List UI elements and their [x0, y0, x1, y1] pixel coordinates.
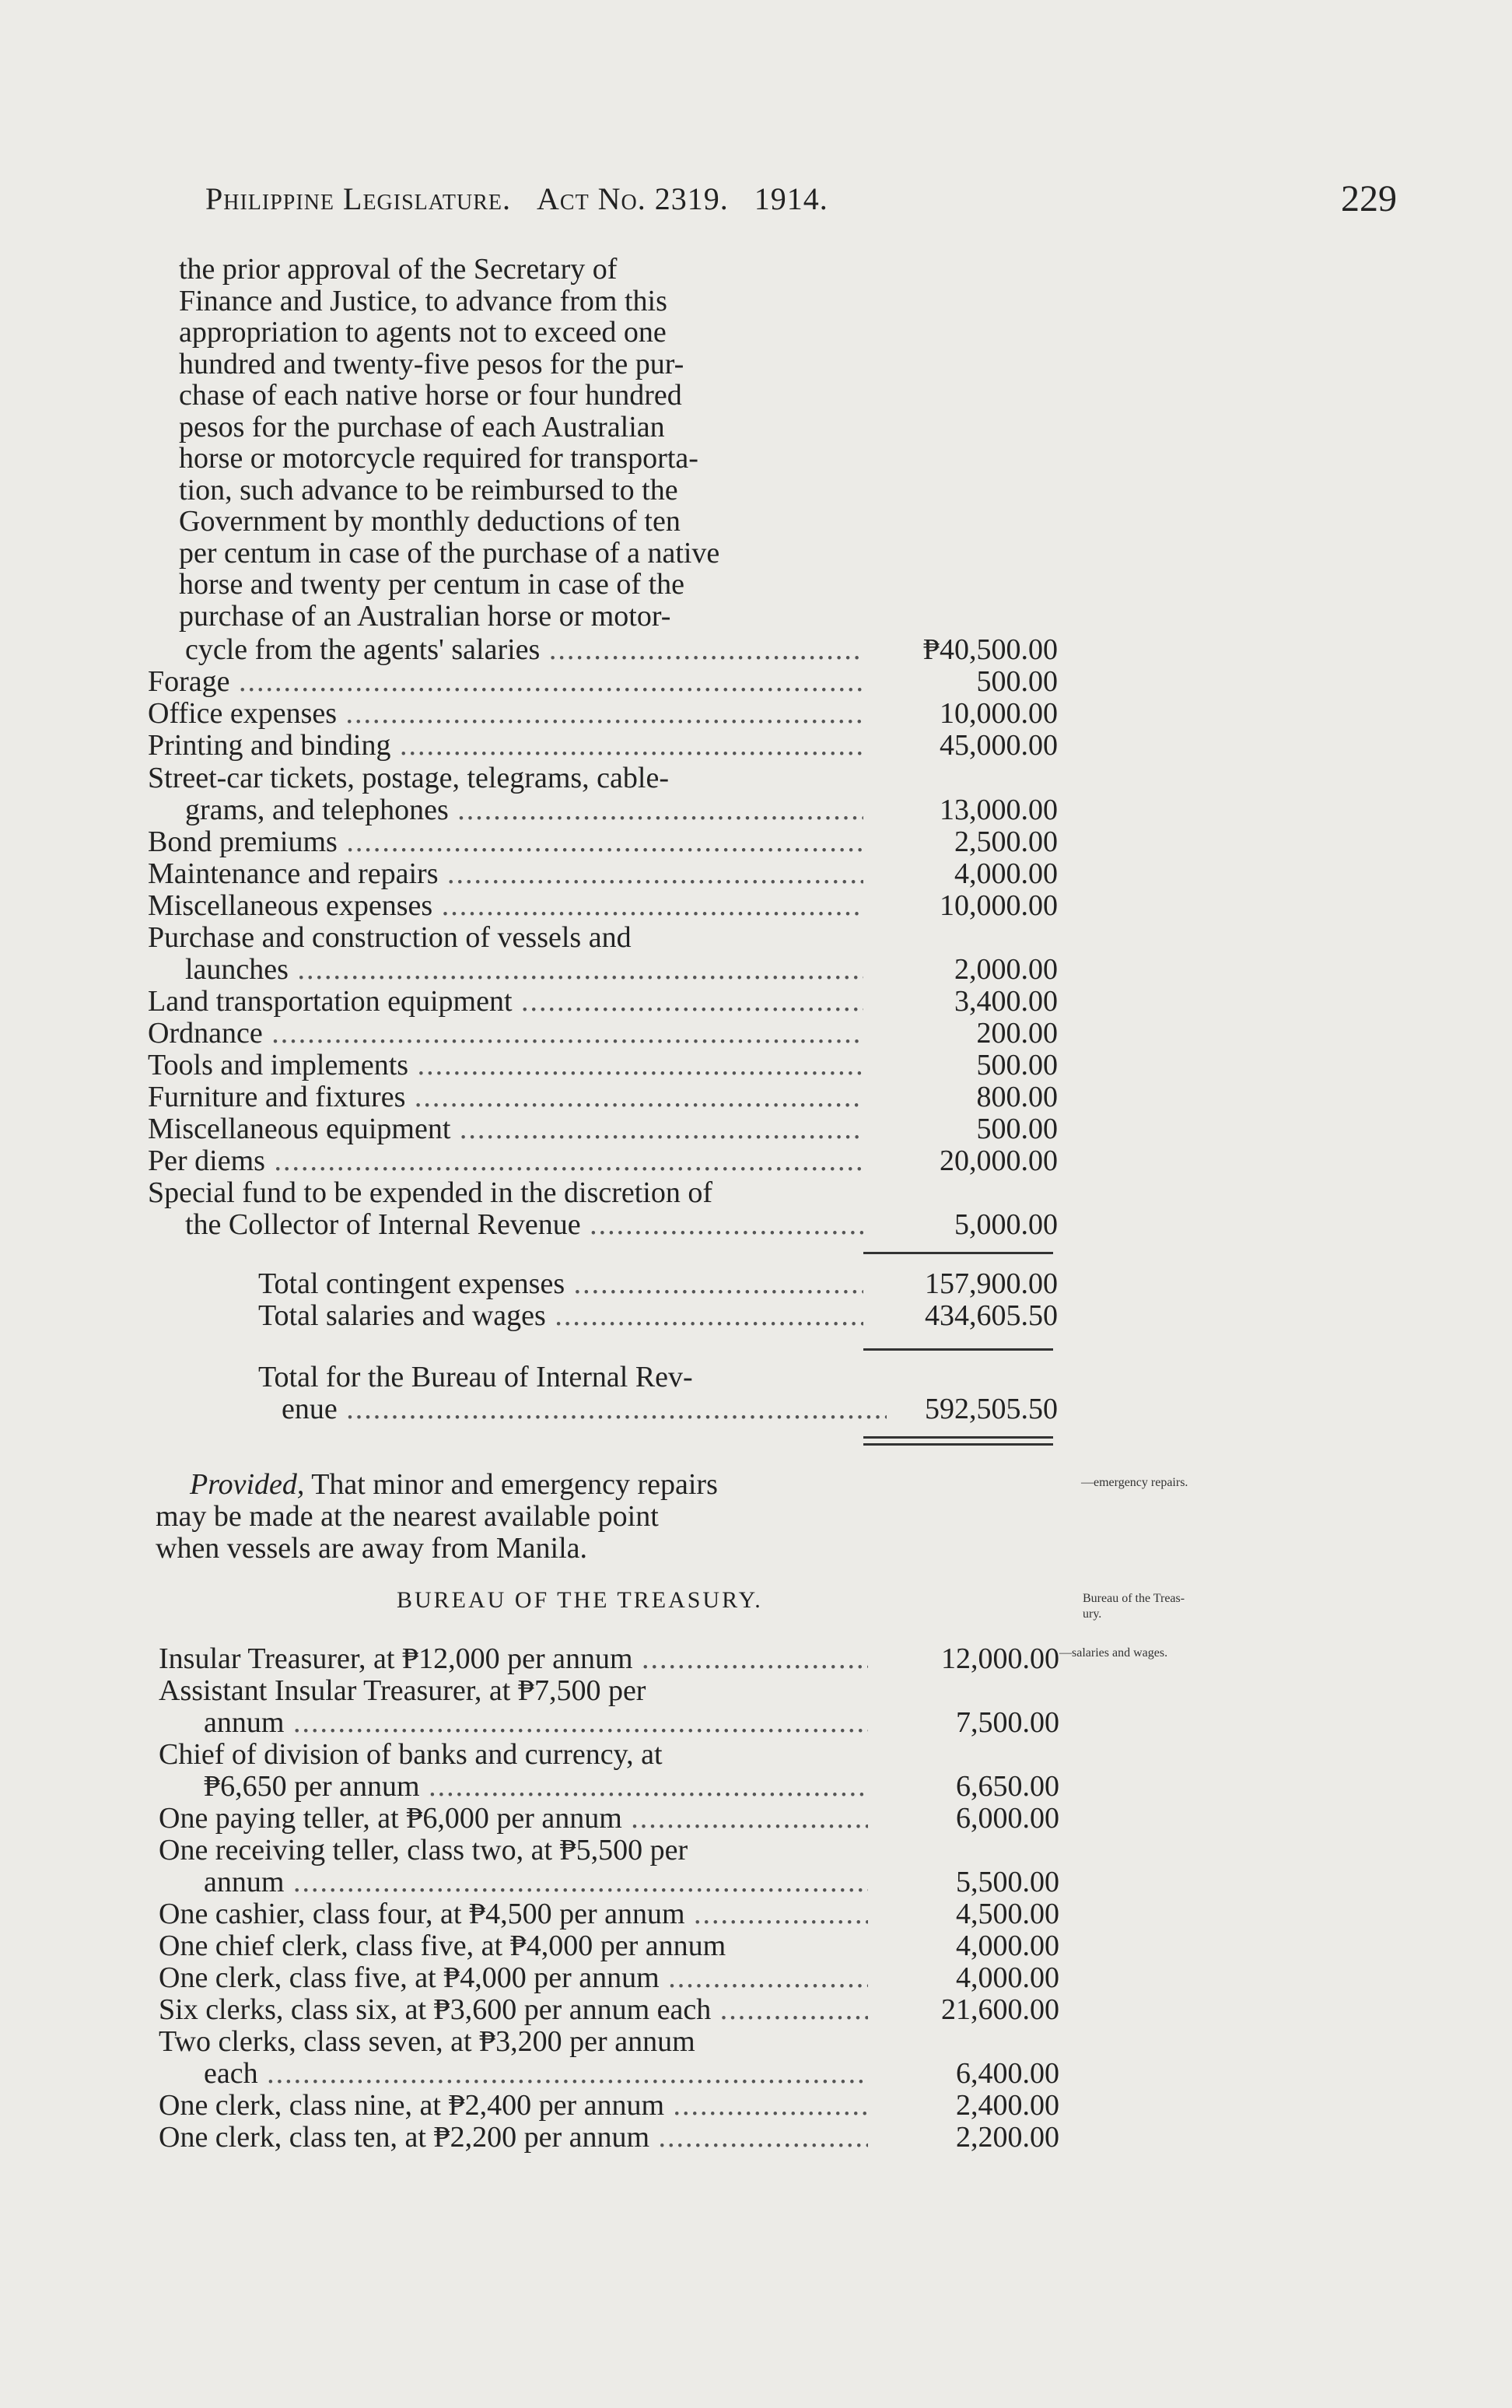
line-item — [148, 858, 1058, 890]
line-item — [148, 986, 1058, 1018]
sum-rule — [863, 1348, 1053, 1351]
item-amount: 3,400.00 — [954, 985, 1058, 1018]
line-item — [159, 2090, 1059, 2122]
item-amount: 20,000.00 — [940, 1144, 1058, 1177]
item-label: ₱6,650 per annum ..... — [204, 1771, 868, 1803]
item-label: the Collector of Internal Revenue ..... — [185, 1209, 863, 1241]
line-item — [159, 1643, 1059, 1675]
line-item — [159, 1994, 1059, 2026]
intro-line: tion, such advance to be reimbursed to the — [179, 473, 678, 506]
running-header — [205, 181, 828, 217]
item-amount: 2,400.00 — [956, 2089, 1059, 2122]
proviso-line: when vessels are away from Manila. — [156, 1532, 588, 1565]
item-amount: 2,200.00 — [956, 2121, 1059, 2154]
line-item — [159, 1866, 1059, 1898]
item-amount: 2,000.00 — [954, 953, 1058, 986]
line-item — [148, 954, 1058, 986]
item-amount: 6,000.00 — [956, 1802, 1059, 1835]
item-amount: 6,400.00 — [956, 2057, 1059, 2090]
header-act: Act No. 2319. — [537, 181, 729, 216]
item-label: Two clerks, class seven, at ₱3,200 per annum — [159, 2026, 695, 2058]
grand-total-row — [148, 1393, 1058, 1425]
margin-note-bureau: Bureau of the Treas- — [1083, 1592, 1185, 1605]
item-amount: 5,000.00 — [954, 1208, 1058, 1241]
line-item — [148, 922, 1058, 954]
double-rule-bottom — [863, 1443, 1053, 1446]
item-amount: 500.00 — [976, 1049, 1058, 1081]
line-item — [159, 1930, 1059, 1962]
item-label: One clerk, class five, at ₱4,000 per annum ..... — [159, 1962, 868, 1994]
item-label: each ..... — [204, 2058, 868, 2090]
item-amount: 7,500.00 — [956, 1706, 1059, 1739]
sum-rule — [863, 1252, 1053, 1254]
margin-note-emergency: —emergency repairs. — [1081, 1476, 1188, 1489]
line-item — [148, 762, 1058, 794]
line-item — [159, 1675, 1059, 1707]
intro-line: horse or motorcycle required for transporta- — [179, 442, 698, 475]
intro-line: Finance and Justice, to advance from this — [179, 284, 667, 317]
double-rule-top — [863, 1436, 1053, 1439]
line-item — [159, 2058, 1059, 2090]
grand-total-amount: 592,505.50 — [925, 1393, 1058, 1425]
item-amount: 6,650.00 — [956, 1770, 1059, 1803]
line-item — [159, 1835, 1059, 1866]
line-item — [148, 1018, 1058, 1050]
item-amount: 45,000.00 — [940, 729, 1058, 762]
line-item — [148, 1113, 1058, 1145]
line-item — [148, 666, 1058, 698]
intro-line: appropriation to agents not to exceed one — [179, 316, 667, 349]
item-label: Insular Treasurer, at ₱12,000 per annum ..... — [159, 1643, 868, 1675]
item-label: grams, and telephones ..... — [185, 794, 863, 826]
section-heading: BUREAU OF THE TREASURY. — [397, 1587, 763, 1613]
item-label: One chief clerk, class five, at ₱4,000 per annum — [159, 1930, 726, 1962]
total-row — [148, 1268, 1058, 1300]
grand-total-line1 — [148, 1362, 1058, 1393]
total-label: Total contingent expenses ..... — [258, 1268, 863, 1300]
item-amount: 500.00 — [976, 1113, 1058, 1145]
item-label: Miscellaneous equipment ..... — [148, 1113, 863, 1145]
item-label: annum ..... — [204, 1866, 868, 1898]
header-year: 1914. — [754, 181, 828, 216]
intro-paragraph — [179, 254, 863, 632]
line-item — [159, 1962, 1059, 1994]
item-label: One cashier, class four, at ₱4,500 per annum ..... — [159, 1898, 868, 1930]
item-label: Office expenses ..... — [148, 698, 863, 730]
item-amount: 5,500.00 — [956, 1866, 1059, 1898]
proviso-italic: Provided, — [190, 1468, 305, 1501]
item-amount: 12,000.00 — [941, 1642, 1059, 1675]
item-label: One paying teller, at ₱6,000 per annum ..... — [159, 1803, 868, 1835]
line-item — [148, 890, 1058, 922]
item-amount: 800.00 — [976, 1081, 1058, 1113]
item-amount: 4,000.00 — [956, 1961, 1059, 1994]
item-label: Purchase and construction of vessels and — [148, 922, 632, 954]
item-label: One clerk, class ten, at ₱2,200 per annum ..... — [159, 2122, 868, 2154]
item-label: Land transportation equipment ..... — [148, 986, 863, 1018]
item-label: One receiving teller, class two, at ₱5,500 per — [159, 1835, 688, 1866]
line-item — [148, 826, 1058, 858]
page-number: 229 — [1341, 178, 1397, 219]
item-label: Miscellaneous expenses ..... — [148, 890, 863, 922]
line-item — [159, 2026, 1059, 2058]
item-amount: 4,000.00 — [956, 1930, 1059, 1962]
item-label: launches ..... — [185, 954, 863, 986]
line-item — [148, 634, 1058, 666]
line-item — [148, 1081, 1058, 1113]
item-label: Maintenance and repairs ..... — [148, 858, 863, 890]
item-amount: 10,000.00 — [940, 697, 1058, 730]
item-label: Special fund to be expended in the discretion of — [148, 1177, 713, 1209]
header-legislature: Philippine Legislature. — [205, 181, 511, 216]
item-amount: 4,500.00 — [956, 1898, 1059, 1930]
item-amount: 21,600.00 — [941, 1993, 1059, 2026]
line-item — [148, 698, 1058, 730]
item-amount: 10,000.00 — [940, 889, 1058, 922]
item-label: Chief of division of banks and currency, at — [159, 1739, 663, 1771]
item-amount: 13,000.00 — [940, 794, 1058, 826]
intro-line: pesos for the purchase of each Australian — [179, 410, 665, 443]
proviso-line: That minor and emergency repairs — [311, 1468, 718, 1501]
item-amount: 200.00 — [976, 1017, 1058, 1050]
line-item — [148, 1209, 1058, 1241]
grand-total-label: Total for the Bureau of Internal Rev- — [258, 1362, 693, 1393]
item-label: Per diems ..... — [148, 1145, 863, 1177]
line-item — [159, 1707, 1059, 1739]
intro-line: Government by monthly deductions of ten — [179, 505, 681, 538]
intro-line: chase of each native horse or four hundred — [179, 379, 682, 412]
item-label: Tools and implements ..... — [148, 1050, 863, 1081]
line-item — [148, 1177, 1058, 1209]
intro-line: per centum in case of the purchase of a native — [179, 536, 720, 570]
item-label: annum ..... — [204, 1707, 868, 1739]
item-label: Forage ..... — [148, 666, 863, 698]
proviso-line: may be made at the nearest available point — [156, 1500, 659, 1533]
item-label: Street-car tickets, postage, telegrams, cable- — [148, 762, 669, 794]
margin-note-salaries: —salaries and wages. — [1059, 1646, 1168, 1660]
item-label: Bond premiums ..... — [148, 826, 863, 858]
line-item — [159, 1898, 1059, 1930]
item-label: Assistant Insular Treasurer, at ₱7,500 per — [159, 1675, 646, 1707]
proviso-paragraph — [156, 1469, 863, 1565]
item-label: Six clerks, class six, at ₱3,600 per annum each ..... — [159, 1994, 868, 2026]
line-item — [159, 1739, 1059, 1771]
margin-note-bureau-cont: ury. — [1083, 1607, 1102, 1621]
line-item — [148, 1050, 1058, 1081]
line-item — [148, 730, 1058, 762]
intro-line: horse and twenty per centum in case of the — [179, 568, 684, 601]
line-item — [159, 1803, 1059, 1835]
intro-line: purchase of an Australian horse or motor- — [179, 599, 671, 633]
item-amount: ₱40,500.00 — [922, 633, 1058, 666]
intro-line: the prior approval of the Secretary of — [179, 253, 618, 286]
line-item — [148, 1145, 1058, 1177]
item-amount: 2,500.00 — [954, 825, 1058, 858]
item-label: Furniture and fixtures ..... — [148, 1081, 863, 1113]
total-label: Total salaries and wages ..... — [258, 1300, 863, 1332]
line-item — [159, 1771, 1059, 1803]
total-amount: 157,900.00 — [925, 1267, 1058, 1300]
total-row — [148, 1300, 1058, 1332]
item-amount: 4,000.00 — [954, 857, 1058, 890]
item-amount: 500.00 — [976, 665, 1058, 698]
item-label: One clerk, class nine, at ₱2,400 per annum ..... — [159, 2090, 868, 2122]
total-amount: 434,605.50 — [925, 1299, 1058, 1332]
item-label: Printing and binding ..... — [148, 730, 863, 762]
item-label: Ordnance ..... — [148, 1018, 863, 1050]
line-item — [148, 794, 1058, 826]
item-label: cycle from the agents' salaries ..... — [185, 634, 863, 666]
grand-total-label-cont: enue ..... — [282, 1393, 887, 1425]
intro-line: hundred and twenty-five pesos for the pur- — [179, 347, 684, 380]
line-item — [159, 2122, 1059, 2154]
